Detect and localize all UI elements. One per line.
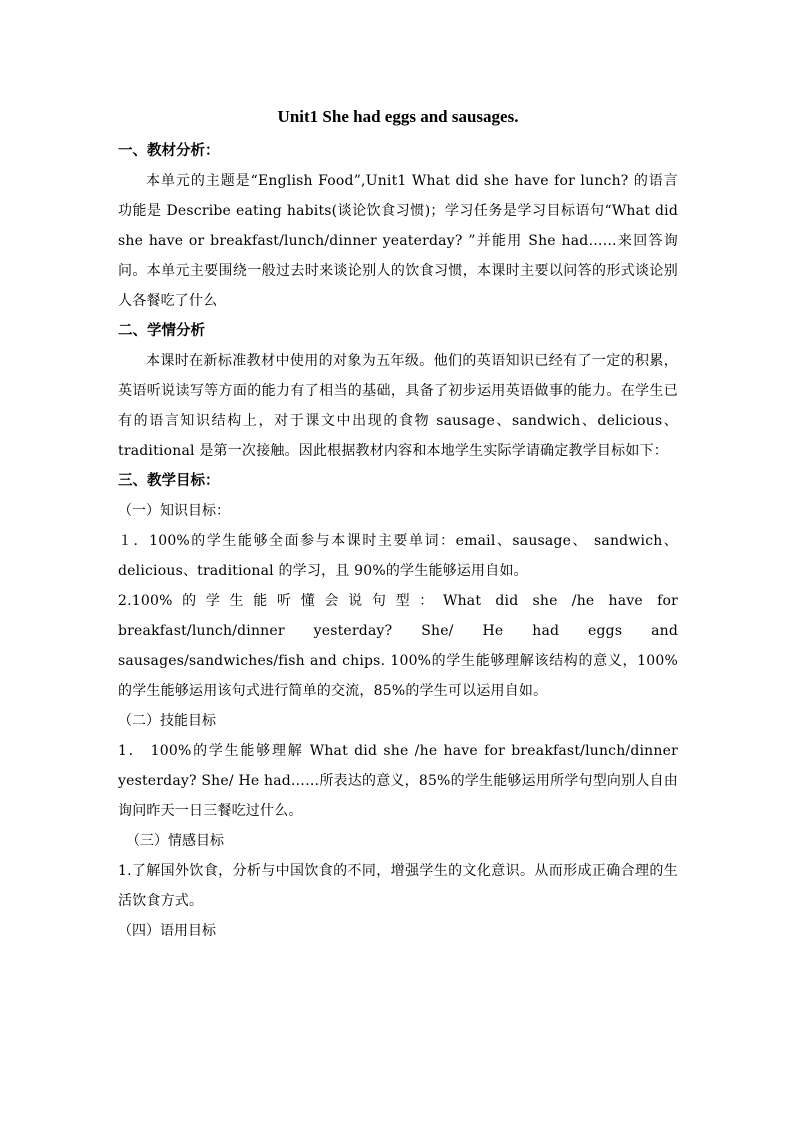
goal-item: 1． 100%的学生能够理解 What did she /he have for breakfast/lunch/dinner yesterday? She/ He had……所表达的意义，85%的学生能够运用所学句型向别人自由询问昨天一日三餐吃过什么。 [118,743,678,819]
document-page [118,104,678,946]
section-paragraph: 本课时在新标准教材中使用的对象为五年级。他们的英语知识已经有了一定的积累，英语听说读写等方面的能力有了相当的基础，具备了初步运用英语做事的能力。在学生已有的语言知识结构上，对于课文中出现的食物 sausage、sandwich、delicious、traditional 是第一次接触。因此根据教材内容和本地学生实际学请确定教学目标如下： [118,353,678,459]
document-title: Unit1 She had eggs and sausages. [277,107,519,126]
subheading-knowledge-goals: （一）知识目标： [118,503,230,519]
subheading-skill-goals: （二）技能目标 [118,713,216,729]
goal-item: 1.了解国外饮食，分析与中国饮食的不同，增强学生的文化意识。从而形成正确合理的生活饮食方式。 [118,863,678,909]
goal-item: １．100%的学生能够全面参与本课时主要单词：email、sausage、 sandwich、delicious、traditional 的学习，且 90%的学生能够运用自如。 [118,533,678,579]
goal-item: 2.100%的学生能听懂会说句型：What did she /he have for breakfast/lunch/dinner yesterday? She/ He had eggs and sausages/sandwiches/fish and chips. 100%的学生能够理解该结构的意义，100%的学生能够运用该句式进行简单的交流，85%的学生可以运用自如。 [118,593,678,699]
section-paragraph: 本单元的主题是“English Food”,Unit1 What did she have for lunch? 的语言功能是 Describe eating habits(谈论饮食习惯)；学习任务是学习目标语句“What did she have or breakfast/lunch/dinner yeaterday? ”并能用 She had……来回答询问。本单元主要围绕一般过去时来谈论别人的饮食习惯，本课时主要以问答的形式谈论别人各餐吃了什么 [118,173,678,309]
subheading-pragmatic-goals: （四）语用目标 [118,923,216,939]
section-teaching-goals [118,466,678,946]
section-heading: 三、教学目标： [118,473,220,489]
section-heading: 一、教材分析： [118,143,220,159]
section-heading: 二、学情分析 [118,323,205,339]
subheading-emotional-goals: （三）情感目标 [126,833,224,849]
section-student-analysis [118,316,678,466]
section-textbook-analysis [118,136,678,316]
